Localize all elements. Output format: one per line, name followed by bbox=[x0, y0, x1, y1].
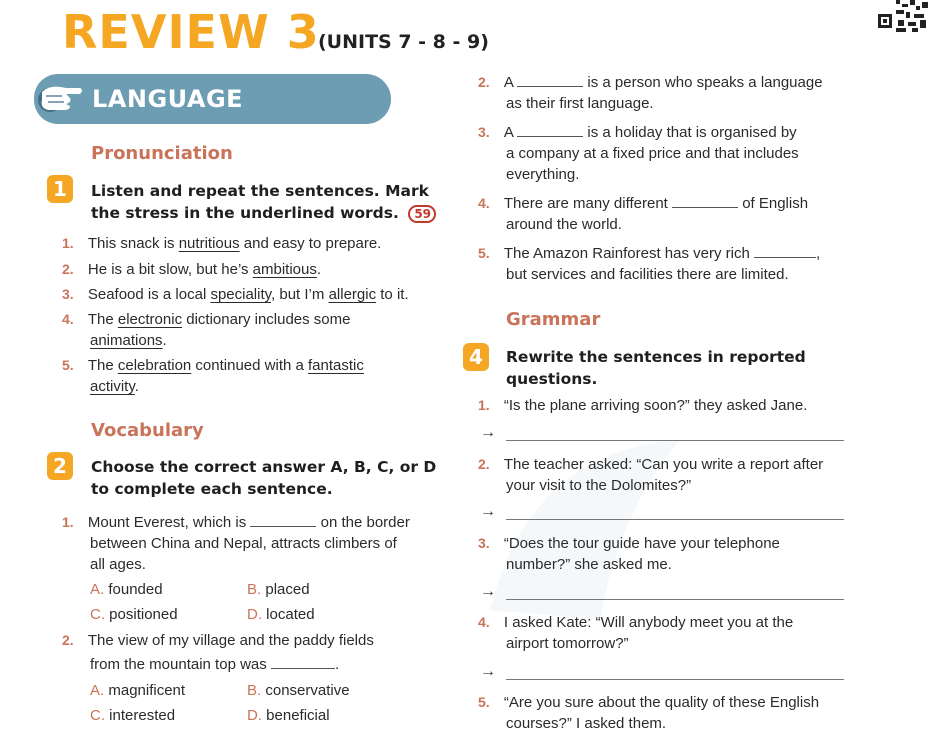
task-number-badge: 2 bbox=[47, 452, 73, 480]
task-instruction-line: Rewrite the sentences in reported bbox=[506, 348, 806, 366]
pronunciation-item bbox=[62, 309, 462, 351]
grammar-item bbox=[478, 395, 918, 416]
item-number: 2. bbox=[62, 632, 74, 648]
vocabulary-question bbox=[478, 122, 918, 185]
vocabulary-question bbox=[62, 630, 462, 675]
sentence-text: courses?” I asked them. bbox=[506, 715, 667, 732]
question-text: Mount Everest, which is bbox=[87, 514, 247, 531]
option-letter: B. bbox=[247, 581, 262, 598]
question-text: A bbox=[503, 124, 514, 141]
grammar-item bbox=[478, 612, 918, 654]
qr-code-icon[interactable] bbox=[876, 0, 931, 34]
answer-option[interactable] bbox=[247, 604, 315, 625]
question-text: between China and Nepal, attracts climbers of bbox=[90, 535, 397, 552]
task-instruction-line: the stress in the underlined words. bbox=[91, 204, 399, 222]
question-text: around the world. bbox=[506, 216, 622, 233]
underlined-word: electronic bbox=[117, 311, 183, 328]
sentence-text: Seafood is a local bbox=[87, 286, 211, 303]
sentence-text: . bbox=[162, 332, 167, 349]
question-text: is a person who speaks a language bbox=[587, 74, 823, 91]
pointing-hand-icon bbox=[36, 80, 86, 118]
answer-blank[interactable] bbox=[517, 72, 583, 87]
answer-line[interactable] bbox=[506, 440, 844, 441]
question-text: The view of my village and the paddy fields bbox=[87, 632, 374, 649]
language-banner-label: LANGUAGE bbox=[92, 85, 244, 113]
vocabulary-question bbox=[62, 512, 462, 575]
question-text: everything. bbox=[506, 166, 580, 183]
sentence-text: He is a bit slow, but he’s bbox=[87, 261, 253, 278]
item-number: 2. bbox=[478, 74, 490, 90]
option-letter: C. bbox=[90, 606, 105, 623]
item-number: 2. bbox=[62, 261, 74, 277]
underlined-word: speciality bbox=[210, 286, 272, 303]
question-text: is a holiday that is organised by bbox=[587, 124, 797, 141]
task-instruction-line: questions. bbox=[506, 370, 598, 388]
item-number: 5. bbox=[62, 357, 74, 373]
item-number: 3. bbox=[478, 535, 490, 551]
task-number-badge: 4 bbox=[463, 343, 489, 371]
option-letter: A. bbox=[90, 682, 105, 699]
option-letter: D. bbox=[247, 606, 262, 623]
sentence-text: . bbox=[134, 378, 139, 395]
answer-blank[interactable] bbox=[271, 654, 335, 669]
pronunciation-heading: Pronunciation bbox=[91, 143, 233, 164]
task-instruction-line: Listen and repeat the sentences. Mark bbox=[91, 182, 429, 200]
item-number: 5. bbox=[478, 245, 490, 261]
question-text: The Amazon Rainforest has very rich bbox=[503, 245, 750, 262]
question-text: on the border bbox=[320, 514, 410, 531]
question-text: but services and facilities there are limited. bbox=[506, 266, 789, 283]
question-text: a company at a fixed price and that includes bbox=[506, 145, 799, 162]
pronunciation-item bbox=[62, 284, 472, 305]
option-text: positioned bbox=[109, 606, 178, 623]
sentence-text: to it. bbox=[376, 286, 409, 303]
answer-option[interactable] bbox=[90, 579, 163, 600]
pronunciation-item bbox=[62, 355, 462, 397]
option-letter: B. bbox=[247, 682, 262, 699]
answer-option[interactable] bbox=[247, 705, 330, 726]
sentence-text: The teacher asked: “Can you write a report after bbox=[503, 456, 824, 473]
option-letter: A. bbox=[90, 581, 105, 598]
pronunciation-item bbox=[62, 233, 462, 254]
review-title: REVIEW 3 bbox=[62, 5, 320, 59]
answer-option[interactable] bbox=[90, 604, 178, 625]
sentence-text: . bbox=[316, 261, 322, 278]
option-text: magnificent bbox=[108, 682, 186, 699]
sentence-text: “Are you sure about the quality of these English bbox=[503, 694, 820, 711]
grammar-heading: Grammar bbox=[506, 309, 601, 330]
audio-track-number: 59 bbox=[414, 206, 432, 221]
grammar-item bbox=[478, 454, 918, 496]
option-text: beneficial bbox=[266, 707, 330, 724]
sentence-text: The bbox=[87, 357, 118, 374]
task-instruction bbox=[91, 180, 436, 224]
answer-option[interactable] bbox=[247, 579, 310, 600]
answer-blank[interactable] bbox=[517, 122, 583, 137]
audio-track-button[interactable] bbox=[408, 204, 436, 224]
sentence-text: , but I’m bbox=[271, 286, 329, 303]
task-instruction-line: to complete each sentence. bbox=[91, 480, 333, 498]
underlined-word: animations bbox=[90, 332, 163, 349]
item-number: 1. bbox=[478, 397, 490, 413]
item-number: 1. bbox=[62, 514, 74, 530]
arrow-icon: → bbox=[480, 583, 496, 600]
item-number: 3. bbox=[478, 124, 490, 140]
item-number: 3. bbox=[62, 286, 74, 302]
option-text: interested bbox=[109, 707, 176, 724]
item-number: 5. bbox=[478, 694, 490, 710]
underlined-word: ambitious bbox=[252, 261, 317, 278]
arrow-icon: → bbox=[480, 663, 496, 680]
sentence-text: continued with a bbox=[191, 357, 309, 374]
question-text: There are many different bbox=[503, 195, 668, 212]
pronunciation-item bbox=[62, 259, 462, 280]
answer-line[interactable] bbox=[506, 519, 844, 520]
underlined-word: activity bbox=[90, 378, 135, 395]
answer-option[interactable] bbox=[90, 705, 175, 726]
sentence-text: your visit to the Dolomites?” bbox=[506, 477, 692, 494]
option-letter: D. bbox=[247, 707, 262, 724]
sentence-text: “Does the tour guide have your telephone bbox=[503, 535, 780, 552]
task-instruction bbox=[91, 456, 436, 500]
question-text: of English bbox=[742, 195, 809, 212]
sentence-text: airport tomorrow?” bbox=[506, 635, 629, 652]
sentence-text: and easy to prepare. bbox=[239, 235, 382, 252]
answer-blank[interactable] bbox=[754, 243, 816, 258]
sentence-text: This snack is bbox=[87, 235, 179, 252]
sentence-text: I asked Kate: “Will anybody meet you at the bbox=[503, 614, 794, 631]
sentence-text: number?” she asked me. bbox=[506, 556, 672, 573]
underlined-word: nutritious bbox=[178, 235, 240, 252]
units-subtitle: (UNITS 7 - 8 - 9) bbox=[318, 31, 489, 53]
item-number: 1. bbox=[62, 235, 74, 251]
item-number: 2. bbox=[478, 456, 490, 472]
answer-line[interactable] bbox=[506, 679, 844, 680]
arrow-icon: → bbox=[480, 503, 496, 520]
option-text: conservative bbox=[265, 682, 350, 699]
sentence-text: “Is the plane arriving soon?” they asked Jane. bbox=[503, 397, 808, 414]
question-text: A bbox=[503, 74, 514, 91]
option-text: placed bbox=[265, 581, 310, 598]
option-text: founded bbox=[108, 581, 163, 598]
grammar-item bbox=[478, 692, 918, 734]
task-instruction bbox=[506, 346, 806, 390]
answer-line[interactable] bbox=[506, 599, 844, 600]
vocabulary-heading: Vocabulary bbox=[91, 420, 204, 441]
item-number: 4. bbox=[478, 614, 490, 630]
task-number-badge: 1 bbox=[47, 175, 73, 203]
vocabulary-question bbox=[478, 193, 918, 235]
item-number: 4. bbox=[478, 195, 490, 211]
arrow-icon: → bbox=[480, 424, 496, 441]
option-letter: C. bbox=[90, 707, 105, 724]
item-number: 4. bbox=[62, 311, 74, 327]
option-text: located bbox=[266, 606, 315, 623]
answer-option[interactable] bbox=[90, 680, 185, 701]
question-text: from the mountain top was bbox=[90, 656, 267, 673]
answer-option[interactable] bbox=[247, 680, 350, 701]
question-text: . bbox=[334, 656, 340, 673]
vocabulary-question bbox=[478, 72, 918, 114]
question-text: all ages. bbox=[90, 556, 146, 573]
question-text: as their first language. bbox=[506, 95, 654, 112]
underlined-word: allergic bbox=[328, 286, 377, 303]
sentence-text: The bbox=[87, 311, 118, 328]
question-text: , bbox=[815, 245, 821, 262]
underlined-word: fantastic bbox=[308, 357, 364, 374]
vocabulary-question bbox=[478, 243, 918, 285]
task-instruction-line: Choose the correct answer A, B, C, or D bbox=[91, 458, 437, 476]
underlined-word: celebration bbox=[117, 357, 192, 374]
sentence-text: dictionary includes some bbox=[182, 311, 351, 328]
answer-blank[interactable] bbox=[250, 512, 316, 527]
grammar-item bbox=[478, 533, 918, 575]
answer-blank[interactable] bbox=[672, 193, 738, 208]
